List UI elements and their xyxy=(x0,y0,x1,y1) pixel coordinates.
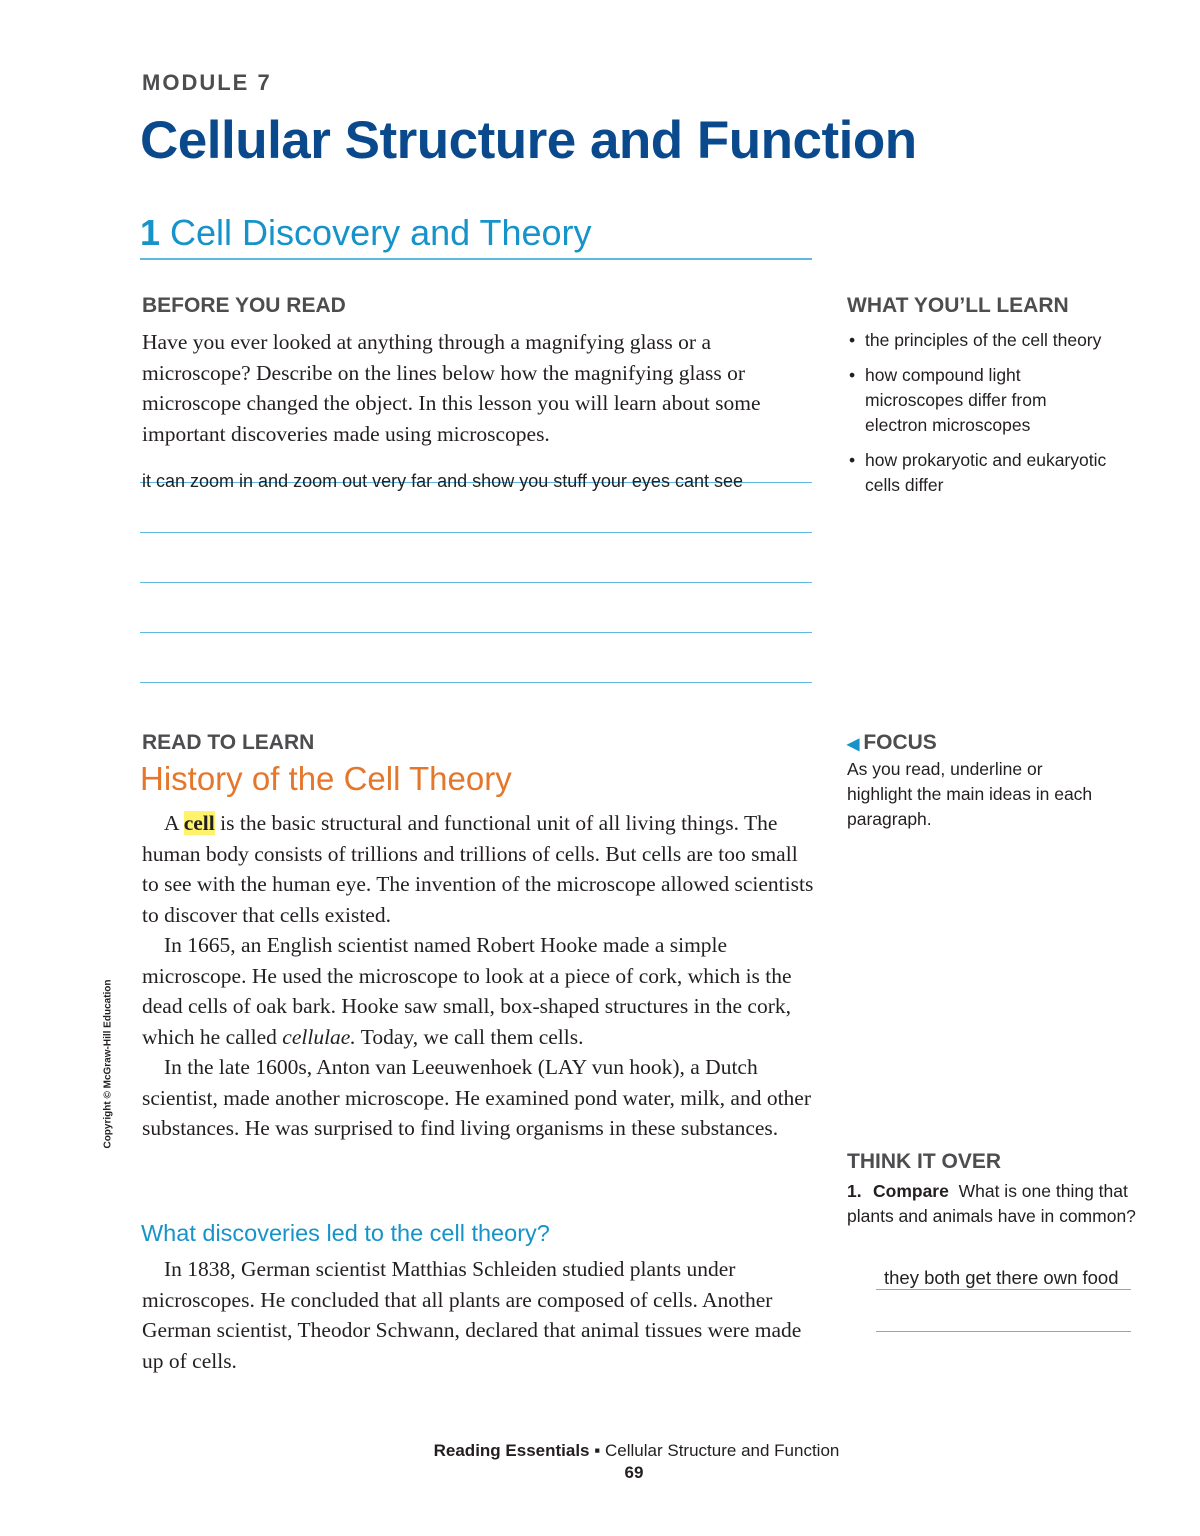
section-title: History of the Cell Theory xyxy=(140,760,512,797)
paragraph: In the late 1600s, Anton van Leeuwenhoek (LAY vun hook), a Dutch scientist, made another microscope. He examined pond water, milk, and other substances. He was surprised to find living organisms in these substances. xyxy=(142,1055,812,1140)
read-to-learn-heading: READ TO LEARN xyxy=(142,731,315,754)
what-youll-learn-heading: WHAT YOU’LL LEARN xyxy=(847,294,1069,317)
question-number: 1. xyxy=(847,1181,862,1201)
footer-title: Cellular Structure and Function xyxy=(605,1441,840,1460)
body-text xyxy=(142,808,814,1144)
highlighted-term: cell xyxy=(183,811,215,835)
text-run: In 1665, an English scientist named Robert Hooke made a simple microscope. He used the microscope to look at a piece of cork, which is the dead cells of oak bark. Hooke saw small, box-shaped structures in the cork, which he called xyxy=(142,933,792,1049)
think-it-over-question xyxy=(847,1179,1137,1229)
answer-line xyxy=(140,532,812,533)
before-you-read-heading: BEFORE YOU READ xyxy=(142,294,346,317)
focus-label: FOCUS xyxy=(863,731,937,754)
paragraph xyxy=(142,808,814,930)
text-run: Today, we call them cells. xyxy=(355,1024,584,1049)
what-youll-learn-list xyxy=(847,328,1107,508)
module-title: Cellular Structure and Function xyxy=(140,111,917,170)
text-run: A xyxy=(164,811,184,835)
question-heading: What discoveries led to the cell theory? xyxy=(141,1220,550,1246)
module-label: MODULE 7 xyxy=(142,70,272,95)
question-label: Compare xyxy=(873,1181,949,1201)
before-you-read-answer-field[interactable]: it can zoom in and zoom out very far and show you stuff your eyes cant see xyxy=(142,471,743,491)
footer xyxy=(0,1441,1200,1461)
answer-line xyxy=(876,1331,1131,1332)
focus-heading xyxy=(847,731,937,755)
copyright-notice: Copyright © McGraw-Hill Education xyxy=(102,979,114,1149)
answer-line xyxy=(140,682,812,683)
footer-separator: ▪ xyxy=(594,1441,601,1460)
focus-text: As you read, underline or highlight the main ideas in each paragraph. xyxy=(847,759,1093,829)
answer-line xyxy=(140,632,812,633)
lesson-title xyxy=(140,212,592,254)
lesson-number: 1 xyxy=(140,212,161,253)
left-arrow-icon: ◀ xyxy=(847,736,860,753)
lesson-divider xyxy=(140,258,812,260)
paragraph: In 1838, German scientist Matthias Schleiden studied plants under microscopes. He concluded that all plants are composed of cells. Another German scientist, Theodor Schwann, declared that animal tissues were made up of cells. xyxy=(142,1257,802,1373)
before-you-read-prompt: Have you ever looked at anything through a magnifying glass or a microscope? Describe on the lines below how the magnifying glass or microscope changed the object. In this lesson you will learn about some important discoveries made using microscopes. xyxy=(142,330,761,446)
think-it-over-answer-field[interactable]: they both get there own food xyxy=(884,1267,1119,1288)
question-text: What is one thing that plants and animals have in common? xyxy=(847,1181,1136,1226)
list-item: • how compound light microscopes differ from electron microscopes xyxy=(847,363,1107,438)
footer-brand: Reading Essentials xyxy=(433,1441,590,1460)
italic-term: cellulae. xyxy=(282,1024,356,1049)
page-number: 69 xyxy=(624,1463,644,1482)
answer-line xyxy=(140,582,812,583)
body-text xyxy=(142,1254,814,1376)
list-item: • how prokaryotic and eukaryotic cells differ xyxy=(847,448,1107,498)
text-run: is the basic structural and functional unit of all living things. The human body consists of trillions and trillions of cells. But cells are too small to see with the human eye. The invention of the microscope allowed scientists to discover that cells existed. xyxy=(142,811,814,927)
list-item: • the principles of the cell theory xyxy=(847,328,1107,353)
lesson-title-text: Cell Discovery and Theory xyxy=(170,212,592,253)
think-it-over-heading: THINK IT OVER xyxy=(847,1150,1002,1173)
paragraph xyxy=(142,930,814,1052)
